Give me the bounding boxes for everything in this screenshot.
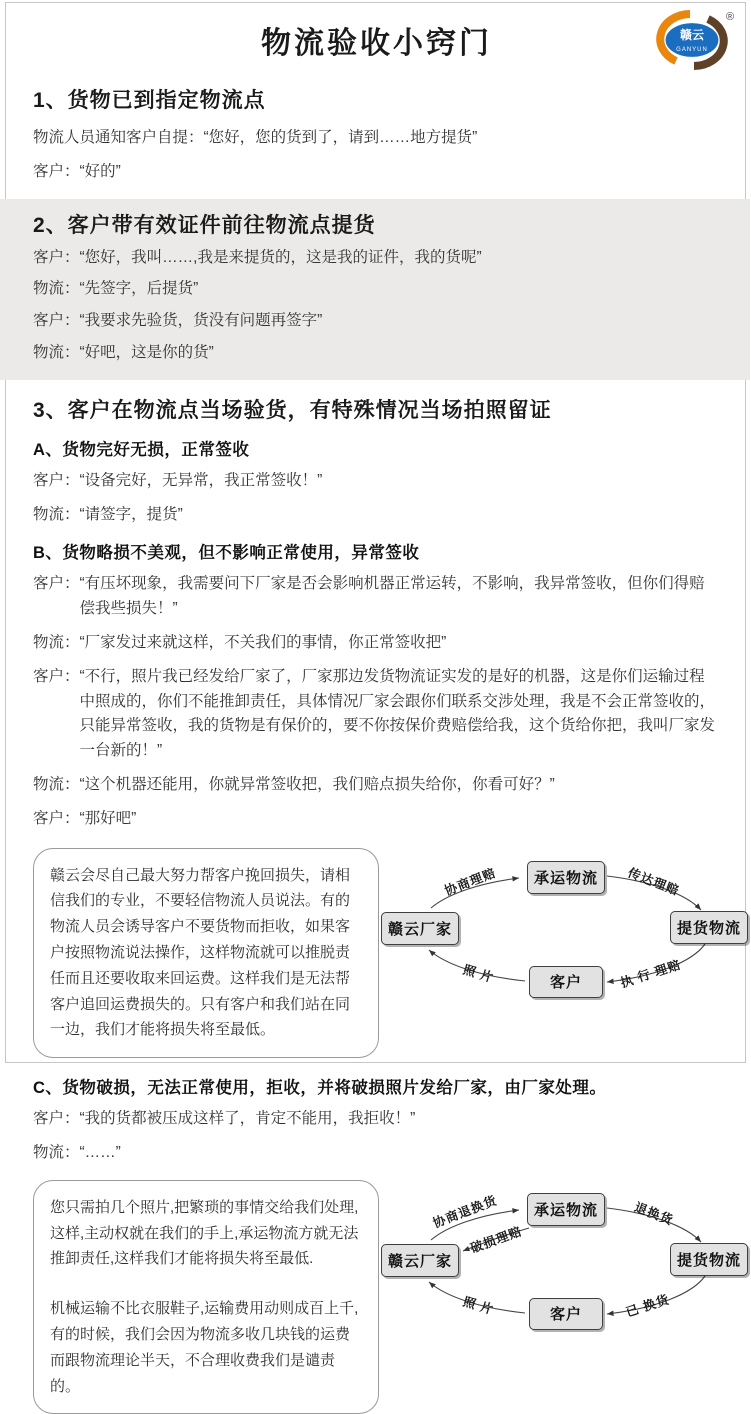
node-pickup: 提货物流 — [670, 1243, 748, 1276]
dialog-line — [33, 1107, 720, 1132]
note-diagram-row-2 — [33, 1180, 741, 1414]
dialog-line — [33, 126, 720, 151]
advice-text-2a: 您只需拍几个照片,把繁琐的事情交给我们处理,这样,主动权就在我们的手上,承运物流方就无法推卸责任,这样我们才能将损失将至最低. — [50, 1198, 359, 1268]
speaker-text: “那好吧” — [79, 809, 137, 827]
section-1-heading: 1、货物已到指定物流点 — [33, 89, 266, 112]
arrow-label-photos: 照 片 — [461, 962, 496, 985]
speaker-label: 客户： — [33, 471, 80, 489]
arrow-label-negotiate-return: 协商退换货 — [431, 1193, 500, 1231]
speaker-text: “您好，我叫……,我是来提货的，这是我的证件，我的货呢” — [79, 248, 482, 266]
speaker-text: “……” — [79, 1143, 121, 1161]
dialog-line — [33, 246, 720, 271]
sub-b-heading: B、货物略损不美观，但不影响正常使用，异常签收 — [33, 544, 420, 563]
arrow-label-damage-claim: 破损理赔 — [468, 1223, 525, 1256]
page-title: 物流验收小窍门 — [261, 27, 492, 60]
node-customer: 客户 — [529, 966, 603, 998]
section-2 — [0, 199, 750, 380]
svg-text:赣云: 赣云 — [679, 28, 705, 42]
speaker-label: 物流： — [33, 633, 80, 651]
arrow-label-exchanged: 已 换货 — [624, 1292, 672, 1320]
dialog-line — [33, 160, 720, 185]
dialog-line — [33, 469, 720, 494]
advice-box-2 — [33, 1180, 379, 1414]
dialog-line — [33, 309, 720, 334]
speaker-text: “设备完好，无异常，我正常签收！” — [79, 471, 323, 489]
arrow-label-return-goods: 退换货 — [632, 1199, 676, 1228]
speaker-text: “好的” — [79, 162, 121, 180]
speaker-label: 客户： — [33, 162, 80, 180]
dialog-line — [33, 807, 720, 832]
speaker-text: “有压坏现象，我需要问下厂家是否会影响机器正常运转，不影响，我异常签收，但你们得赔偿我些损失！” — [79, 575, 705, 618]
advice-text-1: 赣云会尽自己最大努力帮客户挽回损失，请相信我们的专业，不要轻信物流人员说法。有的物流人员会诱导客户不要货物而拒收，如果客户按照物流说法操作，这样物流就可以推脱责任而且还要收取来回运费。这样我们是无法帮客户追回运费损失的。只有客户和我们站在同一边，我们才能将损失将至最低。 — [50, 866, 351, 1039]
advice-box-1 — [33, 848, 379, 1059]
node-pickup: 提货物流 — [670, 911, 748, 944]
node-carrier: 承运物流 — [527, 1193, 605, 1226]
speaker-text: “您好，您的货到了，请到……地方提货” — [203, 129, 478, 146]
speaker-label: 物流： — [33, 280, 80, 298]
speaker-label: 客户： — [33, 1110, 80, 1128]
speaker-label: 物流： — [33, 775, 80, 793]
dialog-line — [33, 1141, 720, 1166]
speaker-text: “先签字，后提货” — [79, 280, 199, 298]
claim-flow-diagram — [379, 848, 751, 1010]
sub-c-heading: C、货物破损，无法正常使用，拒收，并将破损照片发给厂家，由厂家处理。 — [33, 1079, 607, 1098]
node-factory: 赣云厂家 — [381, 1244, 459, 1277]
note-diagram-row-1 — [33, 848, 741, 1059]
speaker-label: 客户： — [33, 248, 80, 266]
dialog-line — [33, 665, 720, 764]
speaker-label: 物流人员通知客户自提： — [33, 129, 204, 146]
speaker-text: “厂家发过来就这样，不关我们的事情，你正常签收把” — [79, 633, 447, 651]
arrow-label-photos: 照 片 — [461, 1294, 496, 1317]
arrow-label-relay-claim: 传达理赔 — [625, 865, 682, 898]
advice-text-2b: 机械运输不比衣服鞋子,运输费用动则成百上千,有的时候，我们会因为物流多收几块钱的运费而跟物流理论半天，不合理收费我们是谴责的。 — [50, 1300, 359, 1395]
dialog-line — [33, 277, 720, 302]
speaker-label: 物流： — [33, 343, 80, 361]
speaker-text: “我的货都被压成这样了，肯定不能用，我拒收！” — [79, 1110, 416, 1128]
dialog-line — [33, 341, 720, 366]
speaker-label: 客户： — [33, 667, 80, 685]
arrow-label-execute-claim: 执 行 理赔 — [618, 957, 683, 990]
speaker-label: 客户： — [33, 809, 80, 827]
speaker-label: 物流： — [33, 1143, 80, 1161]
sub-a-heading: A、货物完好无损，正常签收 — [33, 440, 250, 459]
speaker-label: 物流： — [33, 505, 80, 523]
speaker-text: “请签字，提货” — [79, 505, 183, 523]
dialog-line — [33, 631, 720, 656]
registered-mark: ® — [725, 11, 735, 23]
speaker-label: 客户： — [33, 312, 80, 330]
node-factory: 赣云厂家 — [381, 912, 459, 945]
dialog-line — [33, 572, 720, 622]
speaker-text: “这个机器还能用，你就异常签收把，我们赔点损失给你，你看可好？” — [79, 775, 555, 793]
section-2-heading: 2、客户带有效证件前往物流点提货 — [33, 213, 376, 237]
dialog-line — [33, 503, 720, 528]
node-carrier: 承运物流 — [527, 861, 605, 894]
speaker-text: “我要求先验货，货没有问题再签字” — [79, 312, 323, 330]
section-3-heading: 3、客户在物流点当场验货，有特殊情况当场拍照留证 — [33, 398, 552, 422]
sub-section-c — [33, 1074, 720, 1166]
node-customer: 客户 — [529, 1298, 603, 1330]
dialog-line — [33, 773, 720, 798]
section-3 — [33, 394, 720, 832]
speaker-text: “好吧，这是你的货” — [79, 343, 214, 361]
speaker-label: 客户： — [33, 575, 80, 593]
return-flow-diagram — [379, 1180, 751, 1342]
speaker-text: “不行，照片我已经发给厂家了，厂家那边发货物流证实发的是好的机器，这是你们运输过程中照成的，你们不能推卸责任，具体情况厂家会跟你们联系交涉处理，我是不会正常签收的，只能异常签收，我的货物是有保价的，要不你按保价费赔偿给我，这个货给你把，我叫厂家发一台新的！” — [79, 667, 716, 760]
section-1 — [33, 62, 720, 185]
arrow-label-negotiate-claim: 协商理赔 — [442, 865, 499, 898]
svg-text:GANYUN: GANYUN — [676, 47, 708, 53]
